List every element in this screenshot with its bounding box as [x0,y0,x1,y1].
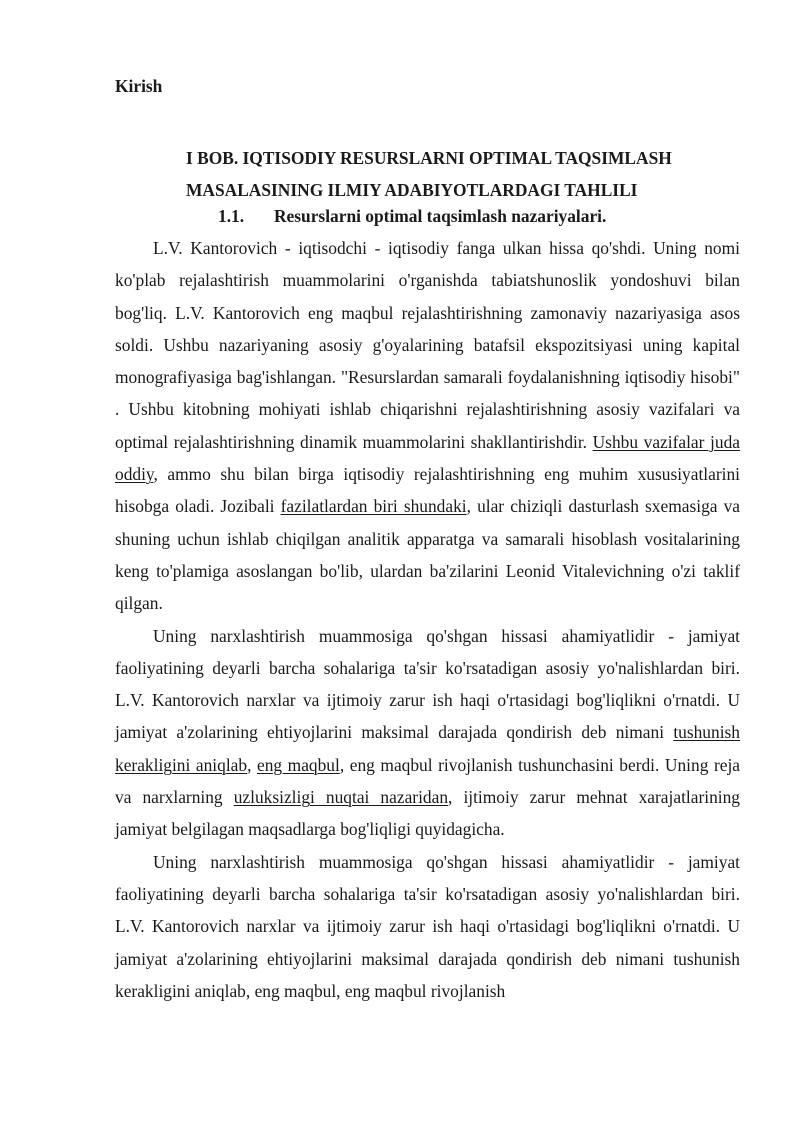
paragraph-2-text-b: , [247,754,257,775]
paragraph-2-text-a: Uning narxlashtirish muammosiga qo'shgan hissasi ahamiyatlidir - jamiyat faoliyatining deyarli barcha sohalariga ta'sir ko'rsatadigan asosiy yo'nalishlardan biri. L.V. Kantorovich narxlar va ijtimoiy zarur ish haqi o'rtasidagi bog'liqlikni o'rnatdi. U jamiyat a'zolarining ehtiyojlarini maksimal darajada qondirish deb nimani [115,625,740,743]
body-text [115,232,740,1007]
section-number: 1.1. [218,206,245,226]
paragraph-1 [115,232,740,620]
paragraph-1-text-c: , ular chiziqli dasturlash sxemasiga va shuning uchun ishlab chiqilgan analitik apparatga va samarali hisoblash vositalarining keng to'plamiga asoslangan bo'lib, ulardan ba'zilarini Leonid Vitalevichning o'zi taklif qilgan. [115,496,740,614]
section-title: Resurslarni optimal taqsimlash nazariyalari. [274,206,607,226]
paragraph-1-underlined-2: fazilatlardan biri shundaki [280,496,467,517]
paragraph-1-underlined-1: Ushbu vazifalar juda oddiy [115,431,740,485]
paragraph-2-underlined-3: uzluksizligi nuqtai nazaridan [233,787,449,808]
paragraph-2-underlined-2: eng maqbul [257,754,340,775]
paragraph-1-text-a: L.V. Kantorovich - iqtisodchi - iqtisodiy fanga ulkan hissa qo'shdi. Uning nomi ko'plab rejalashtirish muammolarini o'rganishda tabiatshunoslik yondoshuvi bilan bog'liq. L.V. Kantorovich eng maqbul rejalashtirishning zamonaviy nazariyasiga asos soldi. Ushbu nazariyaning asosiy g'oyalarining batafsil ekspozitsiyasi uning kapital monografiyasiga bag'ishlangan. "Resurslardan samarali foydalanishning iqtisodiy hisobi" . Ushbu kitobning mohiyati ishlab chiqarishni rejalashtirishning asosiy vazifalari va optimal rejalashtirishning dinamik muammolarini shakllantirishdir. [115,238,740,452]
paragraph-2-underlined-1: tushunish kerakligini aniqlab [115,722,740,775]
paragraph-3: Uning narxlashtirish muammosiga qo'shgan hissasi ahamiyatlidir - jamiyat faoliyatining deyarli barcha sohalariga ta'sir ko'rsatadigan asosiy yo'nalishlardan biri. L.V. Kantorovich narxlar va ijtimoiy zarur ish haqi o'rtasidagi bog'liqlikni o'rnatdi. U jamiyat a'zolarining ehtiyojlarini maksimal darajada qondirish deb nimani tushunish kerakligini aniqlab, eng maqbul, eng maqbul rivojlanish [115,851,740,1001]
paragraph-2-text-d: , ijtimoiy zarur mehnat xarajatlarining jamiyat belgilagan maqsadlarga bog'liqligi quyidagicha. [115,787,740,840]
paragraph-2-text-c: , eng maqbul rivojlanish tushunchasini berdi. Uning reja va narxlarning [115,754,741,808]
chapter-title-line2: MASALASINING ILMIY ADABIYOTLARDAGI TAHLILI [186,180,638,200]
paragraph-1-text-b: , ammo shu bilan birga iqtisodiy rejalashtirishning eng muhim xususiyatlarini hisobga oladi. Jozibali [115,464,740,517]
chapter-title [186,142,746,206]
chapter-title-line1: I BOB. IQTISODIY RESURSLARNI OPTIMAL TAQSIMLASH [186,148,672,168]
heading-kirish: Kirish [115,76,163,96]
section-heading [218,206,606,227]
paragraph-2 [115,620,740,846]
